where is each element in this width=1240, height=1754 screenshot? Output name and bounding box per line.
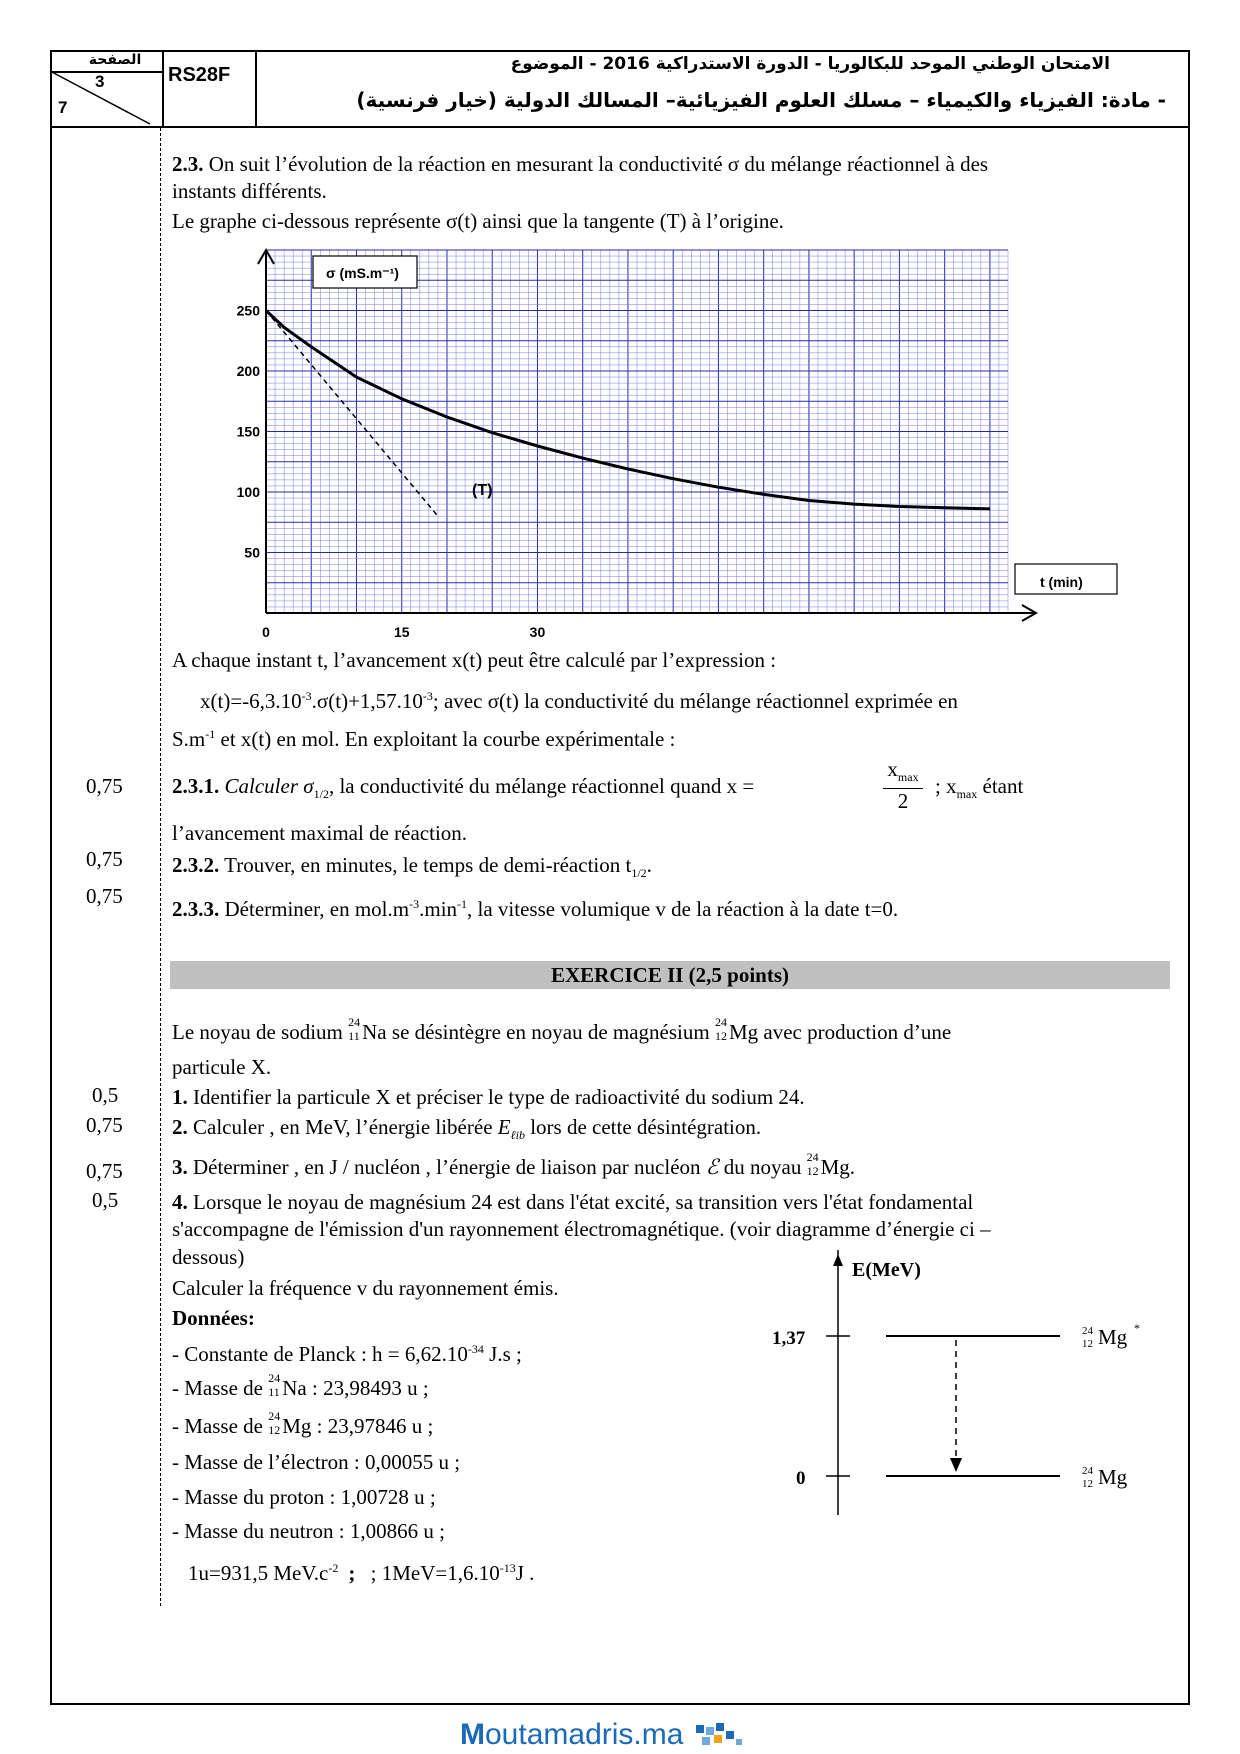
exercise-2-q4-line4: Calculer la fréquence v du rayonnement émis. [172, 1276, 559, 1300]
points-q3: 0,75 [86, 1159, 123, 1183]
energy-diagram [760, 1250, 1160, 1520]
data-planck: - Constante de Planck : $h = 6,62.10^{-34}$ J.s ; [172, 1342, 522, 1366]
svg-text:12: 12 [1082, 1478, 1093, 1490]
svg-text:12: 12 [1082, 1338, 1093, 1350]
y-tick-label: 150 [236, 423, 260, 440]
footer-brand[interactable]: Moutamadris.ma [460, 1718, 752, 1752]
data-conversions: 1u=931,5 $MeV.c^{-2}$ ; ; $1MeV=1,6.10^{-13}J$ . [188, 1561, 535, 1585]
margin-divider [160, 128, 161, 1606]
question-231-tail: ; $x_{max}$ étant [935, 774, 1024, 802]
exam-title: الامتحان الوطني الموحد للبكالوريا - الدورة الاستدراكية 2016 - الموضوع [510, 54, 1110, 74]
data-electron: - Masse de l’électron : 0,00055 u ; [172, 1450, 461, 1474]
y-tick-label: 50 [244, 544, 260, 561]
y-tick-label: 250 [236, 302, 260, 319]
points-231: 0,75 [86, 774, 123, 798]
question-231: 2.3.1. Calculer $\sigma_{1/2}$, la conductivité du mélange réactionnel quand x = [172, 774, 755, 802]
energy-axis-label: E(MeV) [852, 1259, 921, 1281]
x-tick-label: 0 [262, 624, 270, 640]
data-neutron: - Masse du neutron : 1,00866 u ; [172, 1519, 445, 1543]
y-tick-label: 100 [236, 484, 260, 500]
brand-logo-icon [692, 1721, 752, 1751]
level-137: 1,37 [772, 1328, 806, 1349]
exercise-2-intro-line2: particule X. [172, 1055, 272, 1079]
level-0: 0 [796, 1468, 806, 1489]
points-233: 0,75 [86, 884, 123, 908]
data-mass-na: - Masse de 24 11 Na : 23,98493 u ; [172, 1371, 429, 1400]
energy-axis-arrow-icon [833, 1254, 843, 1266]
page-number: 3 [95, 72, 105, 91]
x-tick-label: 30 [529, 624, 546, 640]
page-total: 7 [58, 98, 68, 117]
fraction-xmax-2: $x_{max}$ 2 [883, 758, 923, 813]
page-label: الصفحة [88, 52, 142, 68]
section-2-3-line1: 2.3. On suit l’évolution de la réaction en mesurant la conductivité σ du mélange réactionnel à des [172, 152, 989, 176]
chart-grid [266, 250, 1008, 613]
exercise-2-q4-line3: dessous) [172, 1245, 245, 1269]
avancement-intro: A chaque instant t, l’avancement x(t) peut être calculé par l’expression : [172, 648, 777, 672]
ground-mg-label: Mg [1098, 1465, 1128, 1489]
y-axis-label: σ (mS.m⁻¹) [326, 265, 399, 281]
exercise-2-q4-line1: 4. Lorsque le noyau de magnésium 24 est dans l'état excité, sa transition vers l'état fondamental [172, 1190, 974, 1214]
points-q1: 0,5 [92, 1083, 119, 1107]
data-title: Données: [172, 1306, 255, 1330]
exercise-2-q2: 2. Calculer , en MeV, l’énergie libérée $E_{\ell ib}$ lors de cette désintégration. [172, 1115, 762, 1143]
question-232: 2.3.2. Trouver, en minutes, le temps de demi-réaction $t_{1/2}$. [172, 853, 652, 881]
x-tick-label: 15 [393, 624, 410, 640]
page-header [50, 50, 1190, 128]
excited-mg-label: Mg [1098, 1325, 1128, 1349]
exercise-2-q4-line2: s'accompagne de l'émission d'un rayonnement électromagnétique. (voir diagramme d’énergie ci – [172, 1217, 991, 1241]
tangent-label: (T) [472, 482, 493, 499]
exercise-2-intro: Le noyau de sodium 24 11 Na se désintègre en noyau de magnésium 24 12 Mg avec production d’une [172, 1015, 952, 1044]
conductivity-chart [236, 250, 1140, 640]
exercise-2-banner: EXERCICE II (2,5 points) [170, 961, 1170, 989]
question-233: 2.3.3. Déterminer, en $mol.m^{-3}.\min^{-1}$, la vitesse volumique v de la réaction à la date t=0. [172, 897, 899, 921]
x-axis-label: t (min) [1040, 574, 1083, 590]
points-232: 0,75 [86, 847, 123, 871]
data-mass-mg: - Masse de 24 12 Mg : 23,97846 u ; [172, 1409, 434, 1438]
exercise-2-q3: 3. Déterminer , en J / nucléon , l’énergie de liaison par nucléon ℰ du noyau 24 12 Mg. [172, 1150, 856, 1179]
transition-arrow-head-icon [950, 1458, 962, 1472]
exam-code: RS28F [162, 50, 257, 126]
points-q2: 0,75 [86, 1113, 123, 1137]
exercise-2-q1: 1. Identifier la particule X et préciser le type de radioactivité du sodium 24. [172, 1085, 805, 1109]
section-2-3-line2: instants différents. [172, 179, 327, 203]
section-2-3-line3: Le graphe ci-dessous représente σ(t) ainsi que la tangente (T) à l’origine. [172, 209, 784, 233]
svg-text:24: 24 [1082, 1465, 1093, 1477]
exam-subject: - مادة: الفيزياء والكيمياء – مسلك العلوم الفيزيائية– المسالك الدولية (خيار فرنسية) [356, 88, 1166, 112]
svg-text:24: 24 [1082, 1325, 1093, 1337]
page-indicator [50, 50, 164, 126]
units-line: $S.m^{-1}$ et x(t) en mol. En exploitant la courbe expérimentale : [172, 727, 676, 751]
question-231-line2: l’avancement maximal de réaction. [172, 821, 468, 845]
y-tick-label: 200 [236, 363, 260, 379]
avancement-formula: $x(t)=-6,3.10^{-3}.\sigma(t)+1,57.10^{-3}$; avec σ(t) la conductivité du mélange réactionnel exprimée en [200, 689, 958, 713]
points-q4: 0,5 [92, 1188, 119, 1212]
data-proton: - Masse du proton : 1,00728 u ; [172, 1485, 436, 1509]
svg-text:*: * [1134, 1321, 1140, 1335]
